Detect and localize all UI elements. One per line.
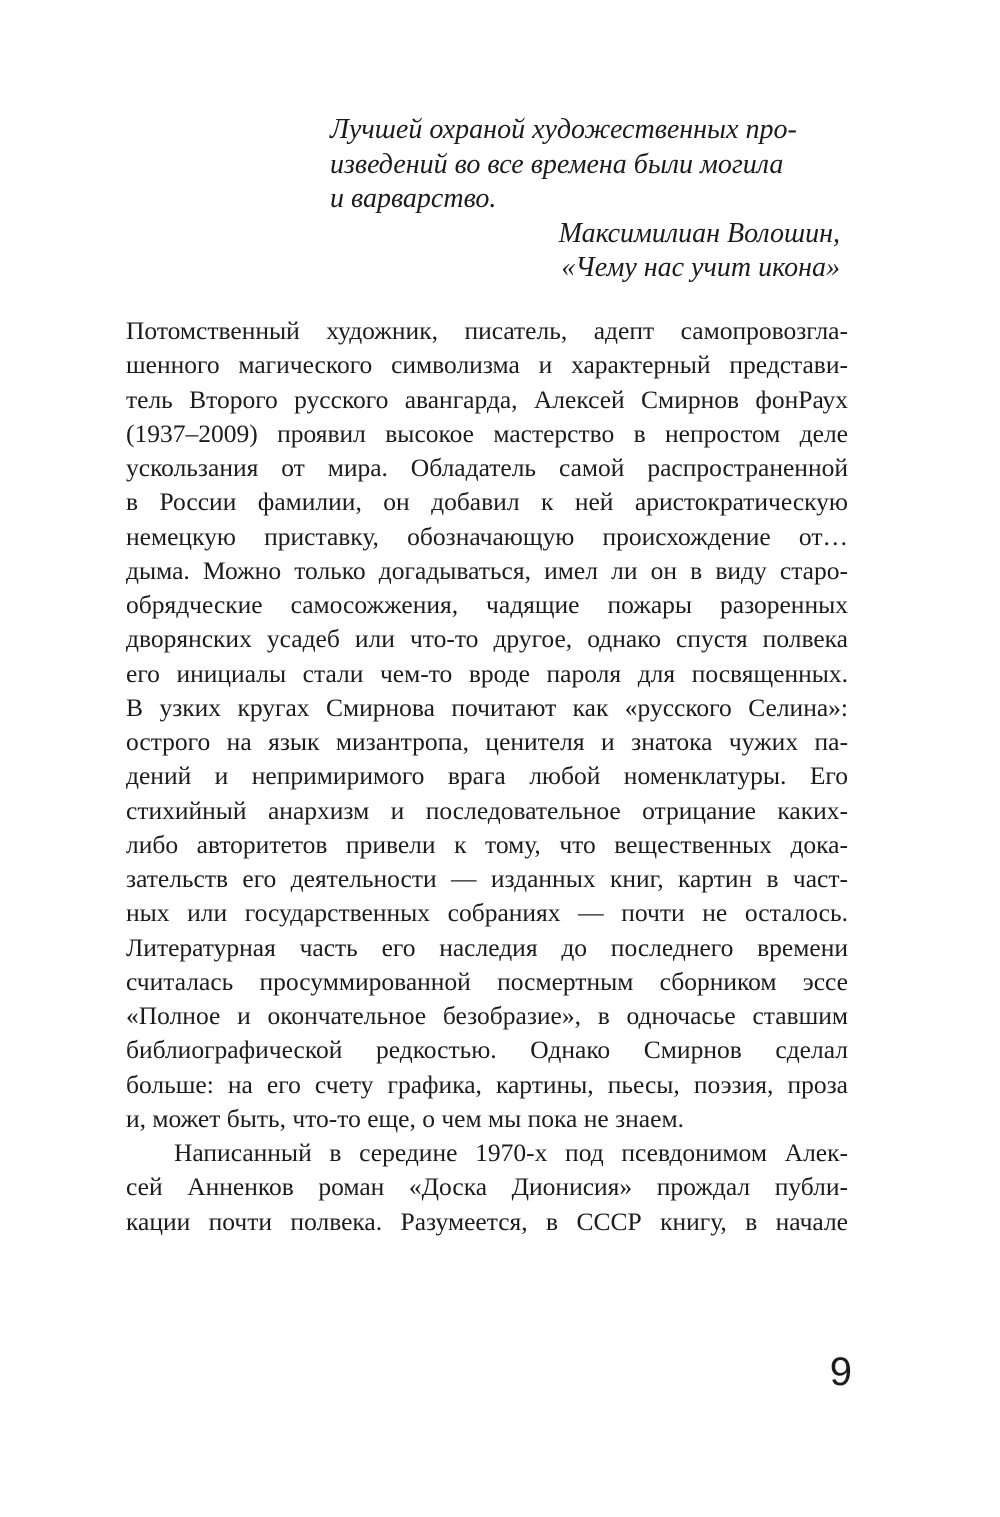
text-line: его инициалы стали чем-то вроде пароля для посвященных. [126, 658, 848, 688]
text-line: дворянских усадеб или что-то другое, однако спустя полвека [126, 624, 848, 654]
text-line: (1937–2009) проявил высокое мастерство в непростом деле [126, 418, 848, 448]
text-line: в России фамилии, он добавил к ней аристократическую [126, 487, 848, 517]
epigraph-author: Максимилиан Волошин, [558, 217, 840, 249]
text-line: и, может быть, что-то еще, о чем мы пока не знаем. [126, 1103, 684, 1133]
text-line: В узких кругах Смирнова почитают как «русского Селина»: [126, 692, 848, 722]
text-line: либо авторитетов привели к тому, что вещественных дока- [126, 829, 848, 859]
text-line: библиографической редкостью. Однако Смирнов сделал [126, 1035, 848, 1065]
text-line: считалась просуммированной посмертным сборником эссе [126, 966, 848, 996]
text-line: Потомственный художник, писатель, адепт самопровозгла- [126, 316, 848, 345]
text-line: тель Второго русского авангарда, Алексей Смирнов фонРаух [126, 384, 848, 414]
text-line: ускользания от мира. Обладатель самой распространенной [126, 453, 848, 482]
text-line: больше: на его счету графика, картины, пьесы, поэзия, проза [126, 1069, 848, 1099]
text-line: стихийный анархизм и последовательное отрицание каких- [126, 795, 848, 825]
epigraph-line: изведений во все времена были могила [330, 148, 784, 180]
page-number: 9 [829, 1350, 852, 1394]
epigraph-line: и варварство. [330, 183, 497, 214]
body-text [126, 314, 848, 1239]
text-line: Литературная часть его наследия до последнего времени [126, 932, 848, 962]
text-line: дыма. Можно только догадываться, имел ли он в виду старо- [126, 555, 848, 585]
text-line: кации почти полвека. Разумеется, в СССР книгу, в начале [126, 1206, 848, 1236]
epigraph-line: Лучшей охраной художественных про- [330, 114, 797, 145]
text-line: острого на язык мизантропа, ценителя и знатока чужих па- [126, 727, 848, 756]
epigraph-source: «Чему нас учит икона» [561, 252, 840, 283]
text-line: шенного магического символизма и характерный представи- [126, 350, 848, 380]
text-line: сей Анненков роман «Доска Дионисия» прождал публи- [126, 1172, 848, 1202]
text-line: немецкую приставку, обозначающую происхождение от… [126, 521, 848, 551]
text-line: Написанный в середине 1970-х под псевдонимом Алек- [174, 1138, 848, 1167]
text-line: дений и непримиримого врага любой номенклатуры. Его [126, 761, 848, 791]
text-line: обрядческие самосожжения, чадящие пожары разоренных [126, 590, 848, 619]
text-line: зательств его деятельности — изданных книг, картин в част- [126, 864, 848, 893]
text-line: «Полное и окончательное безобразие», в одночасье ставшим [126, 1001, 848, 1030]
epigraph [330, 113, 850, 286]
text-line: ных или государственных собраниях — почти не осталось. [126, 898, 848, 928]
